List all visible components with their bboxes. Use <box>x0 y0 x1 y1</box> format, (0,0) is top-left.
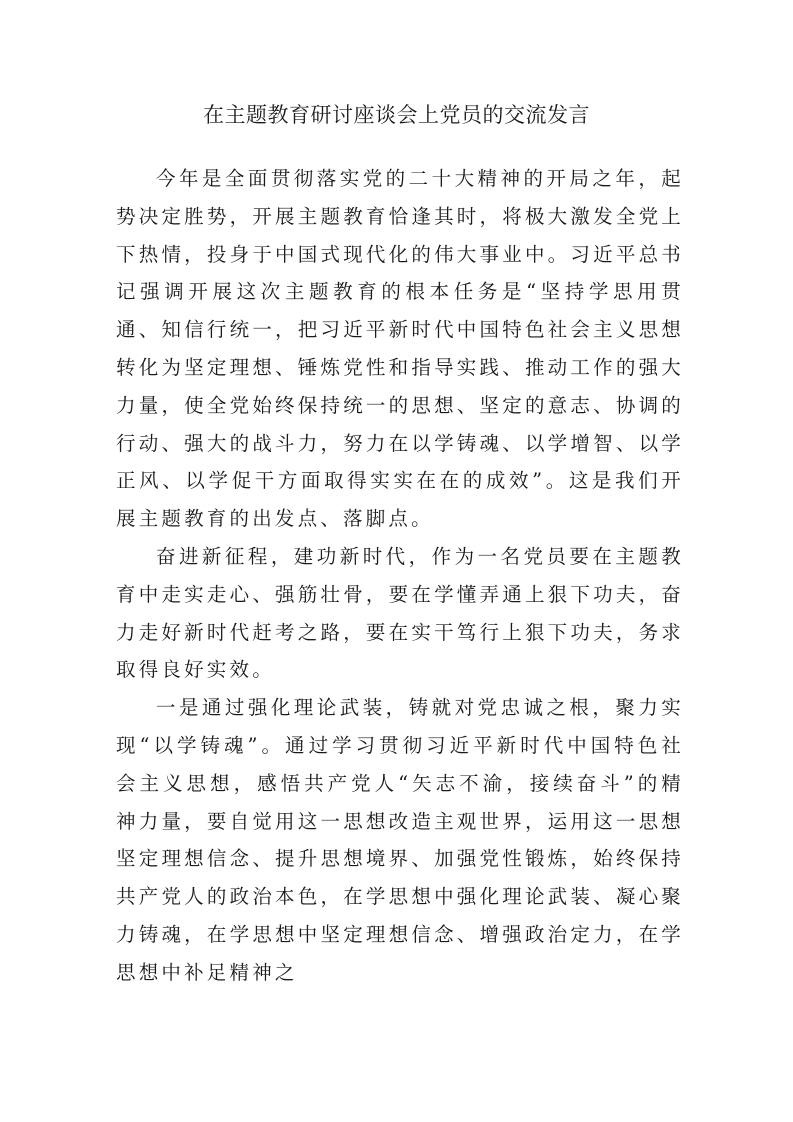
document-body <box>116 160 684 992</box>
paragraph-3: 一是通过强化理论武装，铸就对党忠诚之根，聚力实现“以学铸魂”。通过学习贯彻习近平新时代中国特色社会主义思想，感悟共产党人“矢志不渝，接续奋斗”的精神力量，要自觉用这一思想改造主观世界，运用这一思想坚定理想信念、提升思想境界、加强党性锻炼，始终保持共产党人的政治本色，在学思想中强化理论武装、凝心聚力铸魂，在学思想中坚定理想信念、增强政治定力，在学思想中补足精神之 <box>116 696 684 984</box>
paragraph-1: 今年是全面贯彻落实党的二十大精神的开局之年，起势决定胜势，开展主题教育恰逢其时，将极大激发全党上下热情，投身于中国式现代化的伟大事业中。习近平总书记强调开展这次主题教育的根本任务是“坚持学思用贯通、知信行统一，把习近平新时代中国特色社会主义思想转化为坚定理想、锤炼党性和指导实践、推动工作的强大力量，使全党始终保持统一的思想、坚定的意志、协调的行动、强大的战斗力，努力在以学铸魂、以学增智、以学正风、以学促干方面取得实实在在的成效”。这是我们开展主题教育的出发点、落脚点。 <box>116 167 684 531</box>
document-title: 在主题教育研讨座谈会上党员的交流发言 <box>203 103 590 127</box>
paragraph-2: 奋进新征程，建功新时代，作为一名党员要在主题教育中走实走心、强筋壮骨，要在学懂弄通上狠下功夫，奋力走好新时代赶考之路，要在实干笃行上狠下功夫，务求取得良好实效。 <box>116 544 684 682</box>
